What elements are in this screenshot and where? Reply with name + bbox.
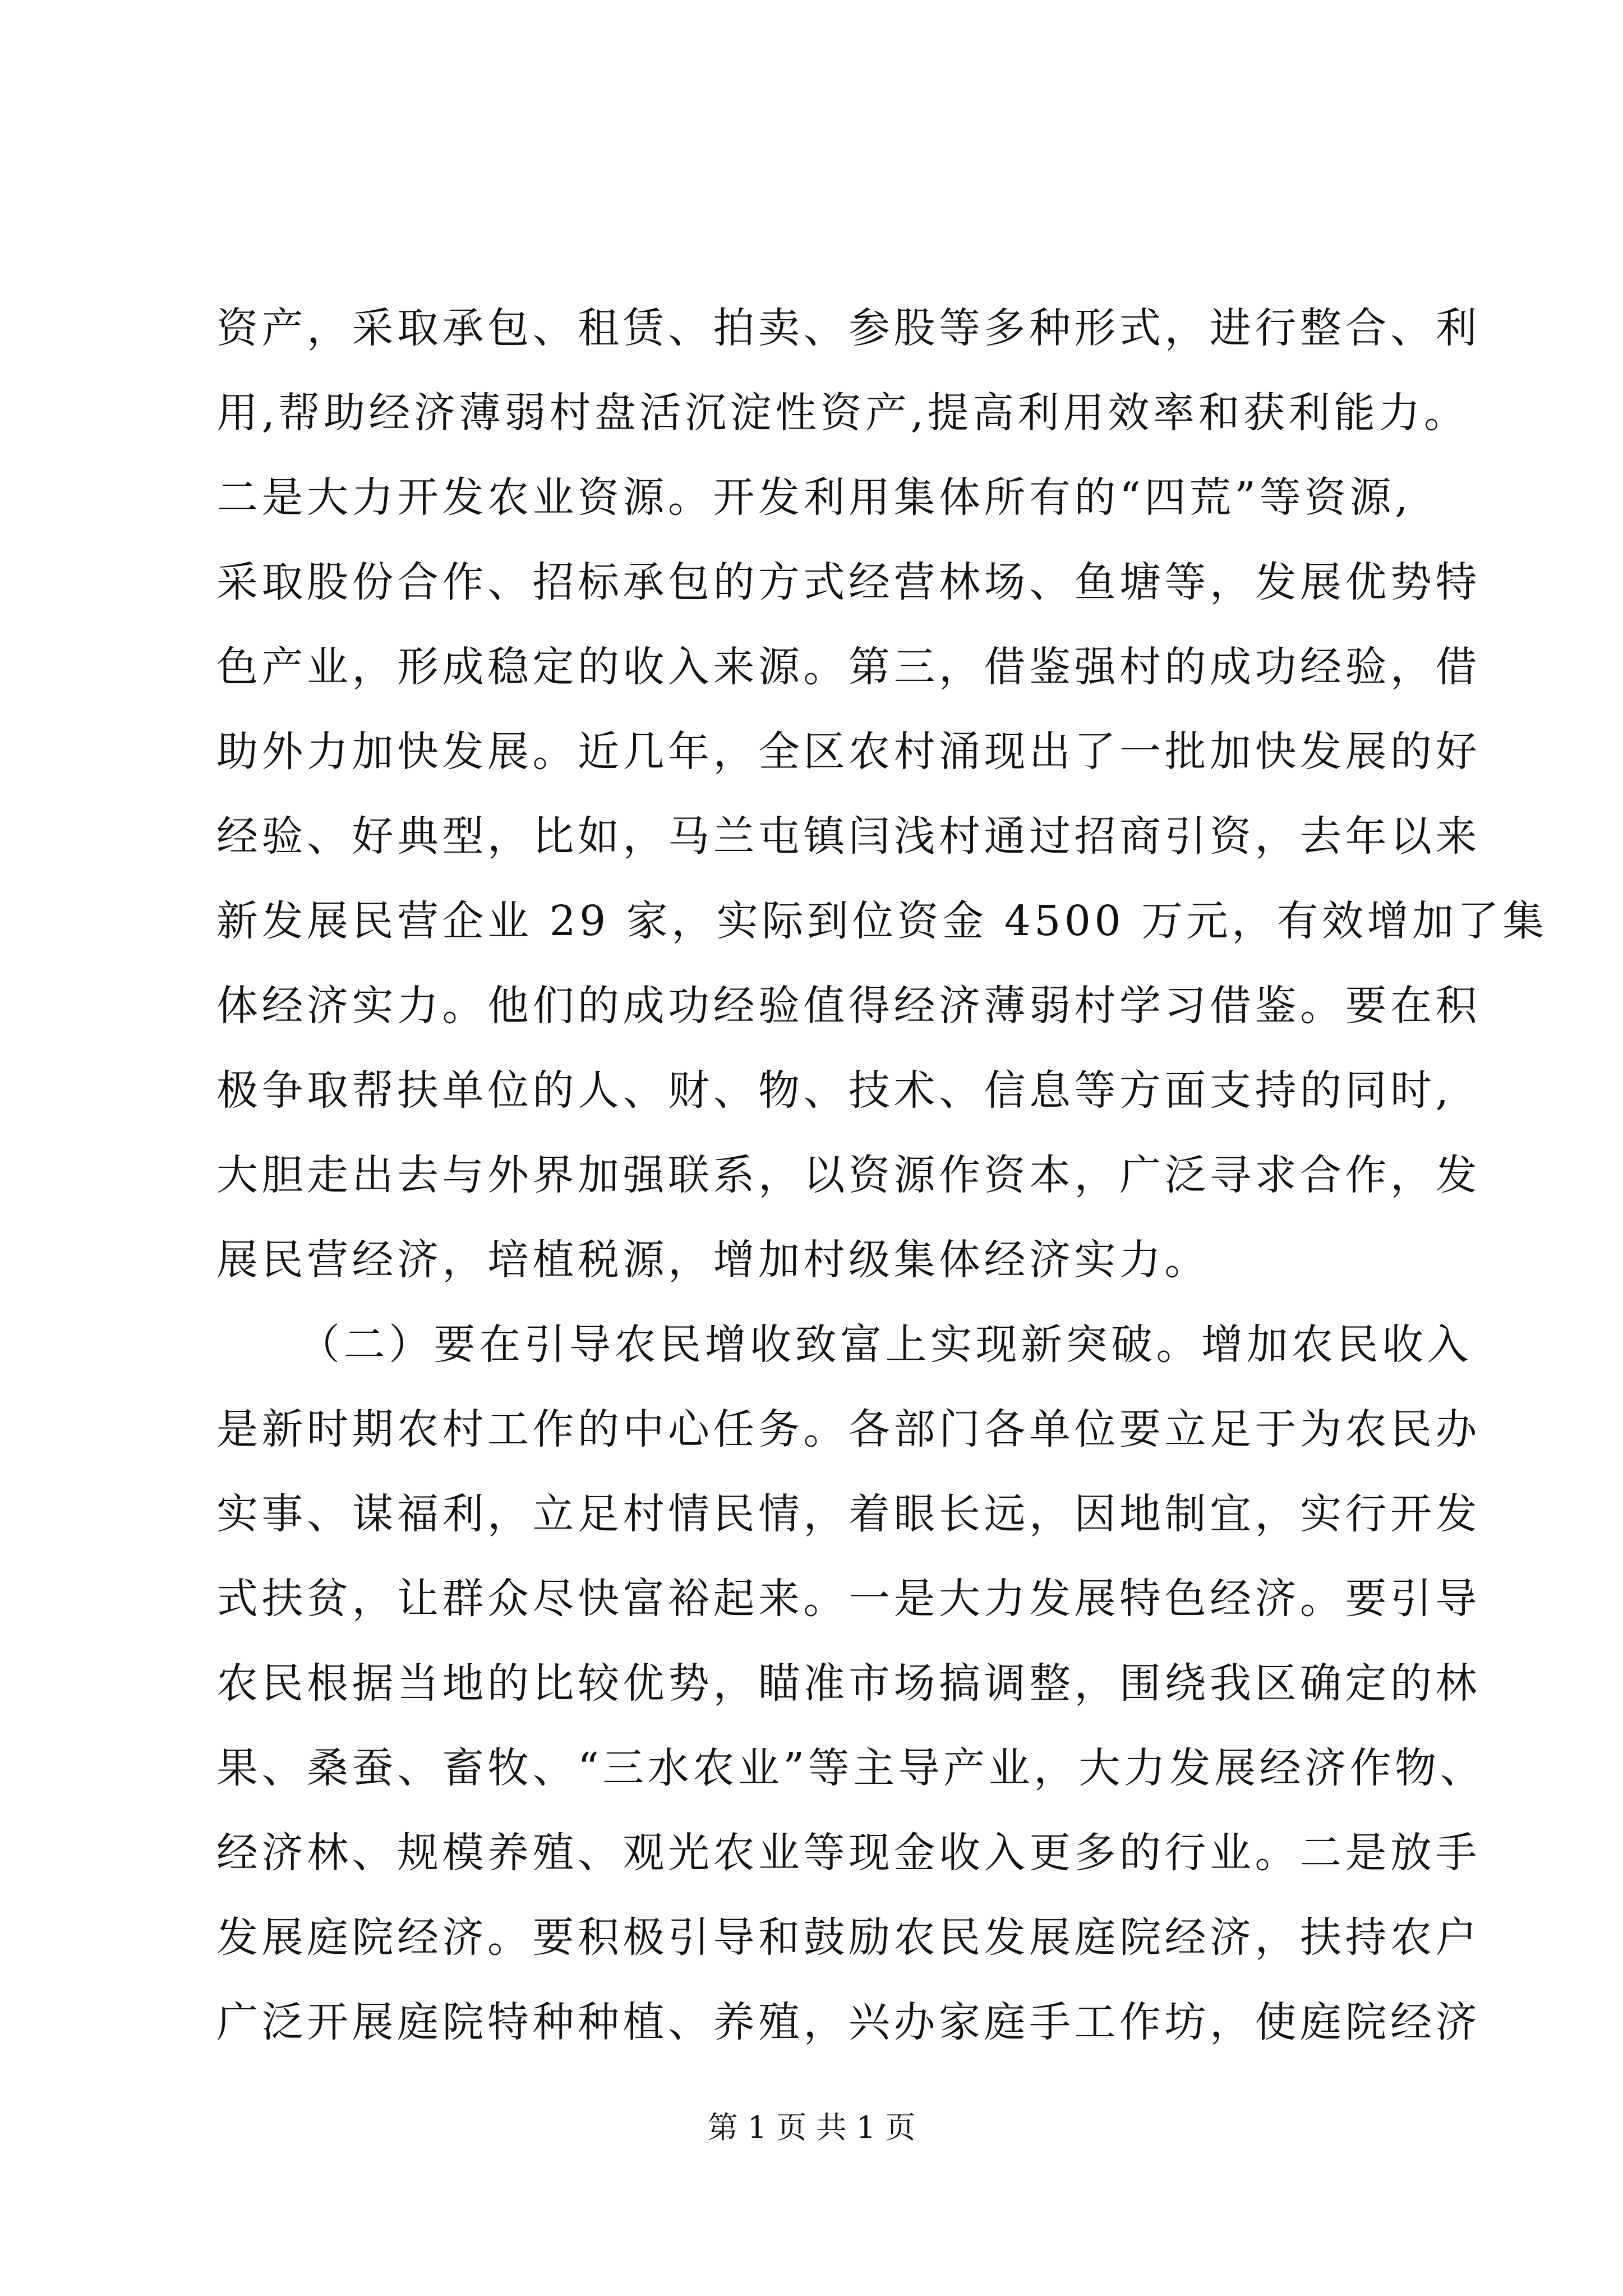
text-line: 极争取帮扶单位的人、财、物、技术、信息等方面支持的同时, [216,1066,1453,1115]
text-line: 果、桑蚕、畜牧、“三水农业”等主导产业，大力发展经济作物、 [216,1744,1486,1792]
text-line: 色产业，形成稳定的收入来源。第三，借鉴强村的成功经验，借 [216,643,1481,691]
text-line: 实事、谋福利，立足村情民情，着眼长远，因地制宜，实行开发 [216,1490,1481,1538]
text-line: 资产，采取承包、租赁、拍卖、参股等多种形式，进行整合、利 [216,304,1481,352]
text-line: 农民根据当地的比较优势，瞄准市场搞调整，围绕我区确定的林 [216,1659,1481,1708]
text-line: 体经济实力。他们的成功经验值得经济薄弱村学习借鉴。要在积 [216,982,1481,1030]
text-line: 经验、好典型，比如，马兰屯镇闫浅村通过招商引资，去年以来 [216,812,1481,861]
text-line: 新发展民营企业 29 家，实际到位资金 4500 万元，有效增加了集 [216,897,1548,945]
text-line: 发展庭院经济。要积极引导和鼓励农民发展庭院经济，扶持农户 [216,1913,1481,1962]
text-line: 经济林、规模养殖、观光农业等现金收入更多的行业。二是放手 [216,1829,1481,1877]
text-line: 是新时期农村工作的中心任务。各部门各单位要立足于为农民办 [216,1405,1481,1453]
page-number-footer: 第 1 页 共 1 页 [707,2110,916,2145]
body-text [216,286,1548,2065]
text-line: 采取股份合作、招标承包的方式经营林场、鱼塘等，发展优势特 [216,558,1481,606]
text-line: 大胆走出去与外界加强联系，以资源作资本，广泛寻求合作，发 [216,1151,1481,1199]
text-line: 用,帮助经济薄弱村盘活沉淀性资产,提高利用效率和获利能力。 [216,389,1469,437]
text-line: 助外力加快发展。近几年，全区农村涌现出了一批加快发展的好 [216,728,1481,776]
text-line: 式扶贫，让群众尽快富裕起来。一是大力发展特色经济。要引导 [216,1575,1481,1623]
paragraph-first-line: （二）要在引导农民增收致富上实现新突破。增加农民收入 [298,1320,1472,1369]
text-line: 广泛开展庭院特种种植、养殖，兴办家庭手工作坊，使庭院经济 [216,1998,1481,2046]
text-line: 二是大力开发农业资源。开发利用集体所有的“四荒”等资源, [216,473,1412,522]
text-line: 展民营经济，培植税源，增加村级集体经济实力。 [216,1236,1210,1284]
